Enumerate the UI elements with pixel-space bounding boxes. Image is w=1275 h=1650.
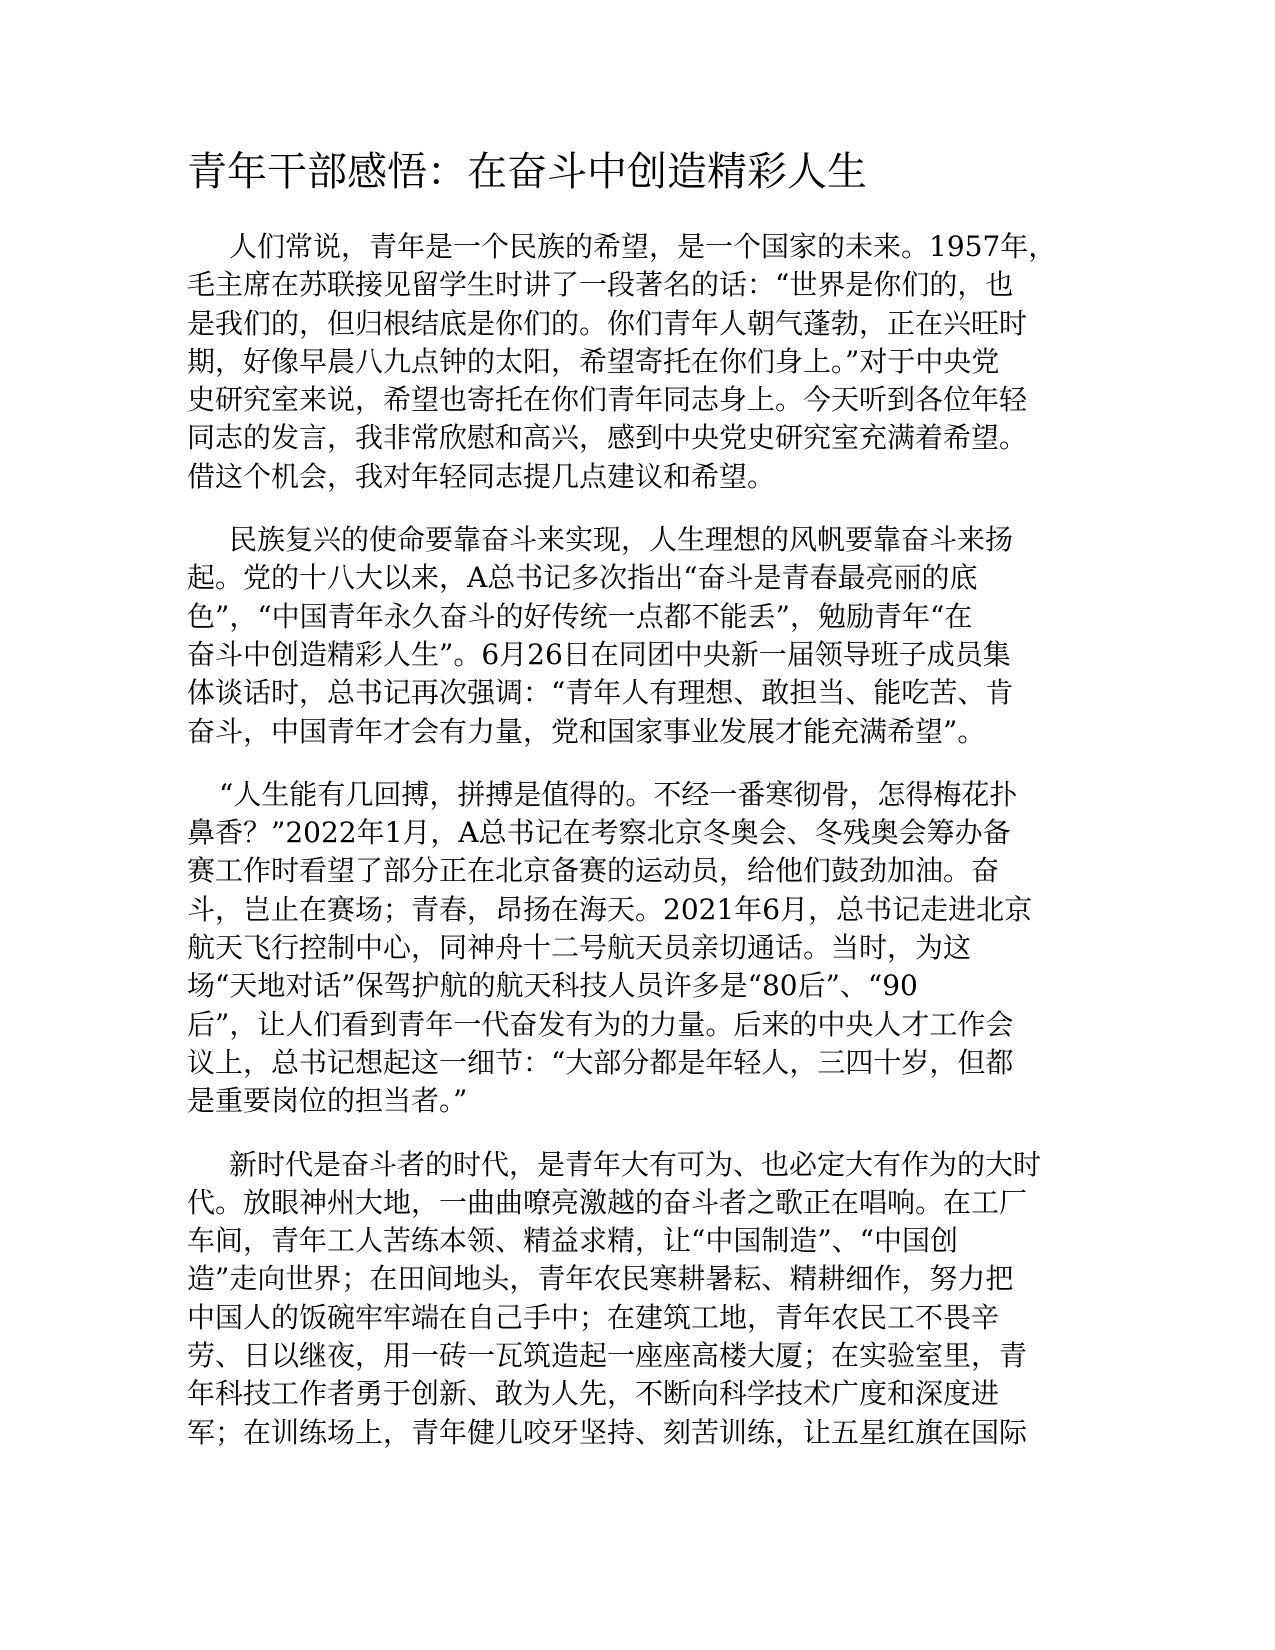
text-line: 毛主席在苏联接见留学生时讲了一段著名的话：“世界是你们的，也	[187, 268, 1014, 302]
text-line: 中国人的饭碗牢牢端在自己手中；在建筑工地，青年农民工不畏辛	[187, 1300, 1000, 1334]
text-line: 场“天地对话”保驾护航的航天科技人员许多是“80后”、“90	[187, 969, 918, 1003]
text-line: 民族复兴的使命要靠奋斗来实现，人生理想的风帆要靠奋斗来扬	[229, 523, 1014, 557]
text-line: 车间，青年工人苦练本领、精益求精，让“中国制造”、“中国创	[187, 1224, 958, 1258]
text-line: 劳、日以继夜，用一砖一瓦筑造起一座座高楼大厦；在实验室里，青	[187, 1339, 1028, 1373]
text-line: 是重要岗位的担当者。”	[187, 1084, 468, 1118]
text-line: 同志的发言，我非常欣慰和高兴，感到中央党史研究室充满着希望。	[187, 421, 1028, 455]
text-line: 航天飞行控制中心，同神舟十二号航天员亲切通话。当时，为这	[187, 931, 972, 965]
text-line: 是我们的，但归根结底是你们的。你们青年人朝气蓬勃，正在兴旺时	[187, 306, 1028, 340]
text-line: “人生能有几回搏，拼搏是值得的。不经一番寒彻骨，怎得梅花扑	[219, 777, 1018, 811]
document-title: 青年干部感悟：在奋斗中创造精彩人生	[187, 149, 867, 195]
text-line: 体谈话时，总书记再次强调：“青年人有理想、敢担当、能吃苦、肯	[187, 676, 1014, 710]
text-line: 军；在训练场上，青年健儿咬牙坚持、刻苦训练，让五星红旗在国际	[187, 1415, 1028, 1449]
text-line: 期，好像早晨八九点钟的太阳，希望寄托在你们身上。”对于中央党	[187, 344, 1000, 378]
text-line: 鼻香？”2022年1月，A总书记在考察北京冬奥会、冬残奥会筹办备	[187, 816, 1011, 850]
text-line: 奋斗中创造精彩人生”。6月26日在同团中央新一届领导班子成员集	[187, 637, 1011, 671]
text-line: 奋斗，中国青年才会有力量，党和国家事业发展才能充满希望”。	[187, 714, 986, 748]
paragraph-3	[187, 776, 1067, 1121]
text-line: 人们常说，青年是一个民族的希望，是一个国家的未来。1957年，	[229, 230, 1057, 263]
text-line: 新时代是奋斗者的时代，是青年大有可为、也必定大有作为的大时	[229, 1147, 1042, 1181]
text-line: 色”，“中国青年永久奋斗的好传统一点都不能丢”，勉励青年“在	[187, 599, 973, 633]
paragraph-4	[187, 1146, 1067, 1452]
text-line: 年科技工作者勇于创新、敢为人先，不断向科学技术广度和深度进	[187, 1377, 1000, 1411]
text-line: 史研究室来说，希望也寄托在你们青年同志身上。今天听到各位年轻	[187, 383, 1028, 417]
text-line: 议上，总书记想起这一细节：“大部分都是年轻人，三四十岁，但都	[187, 1045, 1014, 1079]
text-line: 起。党的十八大以来，A总书记多次指出“奋斗是青春最亮丽的底	[187, 561, 978, 595]
text-line: 造”走向世界；在田间地头，青年农民寒耕暑耘、精耕细作，努力把	[187, 1262, 1014, 1296]
text-line: 斗，岂止在赛场；青春，昂扬在海天。2021年6月，总书记走进北京	[187, 892, 1033, 926]
text-line: 代。放眼神州大地，一曲曲嘹亮激越的奋斗者之歌正在唱响。在工厂	[187, 1185, 1028, 1219]
document-body	[187, 228, 1067, 1477]
paragraph-1	[187, 228, 1067, 496]
text-line: 后”，让人们看到青年一代奋发有为的力量。后来的中央人才工作会	[187, 1007, 1014, 1041]
text-line: 赛工作时看望了部分正在北京备赛的运动员，给他们鼓劲加油。奋	[187, 854, 1000, 888]
paragraph-2	[187, 521, 1067, 751]
text-line: 借这个机会，我对年轻同志提几点建议和希望。	[187, 459, 776, 493]
